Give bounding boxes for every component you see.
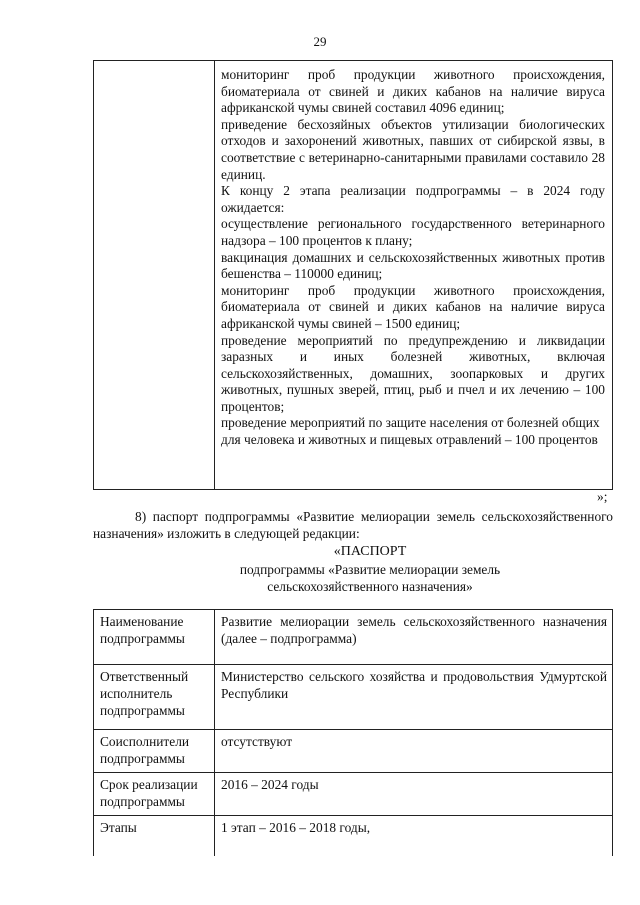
passport-heading [180,543,560,596]
paragraph-disposal-objects-result: приведение бесхозяйных объектов утилизации биологических отходов и захоронений животных, павших от сибирской язвы, в соответствие с ветеринарно-санитарными правилами составило 28 единиц. [221,116,605,182]
row-label-co-executors: Соисполнители подпрограммы [94,730,215,773]
row-label-name: Наименование подпрограммы [94,610,215,665]
paragraph-rabies-vaccination: вакцинация домашних и сельскохозяйственных животных против бешенства – 110000 единиц; [221,249,605,282]
row-label-stages: Этапы [94,816,215,857]
continuation-table [93,60,613,490]
row-label-term: Срок реализации подпрограммы [94,773,215,816]
row-value-executor: Министерство сельского хозяйства и продовольствия Удмуртской Республики [215,665,613,730]
continuation-table-value-cell [215,61,612,489]
row-value-name: Развитие мелиорации земель сельскохозяйственного назначения (далее – подпрограмма) [215,610,613,665]
passport-table [93,609,613,856]
paragraph-disease-prevention: проведение мероприятий по предупреждению и ликвидации заразных и иных болезней животных, включая сельскохозяйственных, домашних, зоопарковых и других животных, пушных зверей, птиц, рыб и пчел и их лечению – 100 процентов; [221,332,605,414]
table-row [94,610,613,665]
row-value-stages: 1 этап – 2016 – 2018 годы, [215,816,613,857]
table-row [94,730,613,773]
table-row [94,773,613,816]
page-number: 29 [313,34,327,49]
paragraph-population-protection: проведение мероприятий по защите населения от болезней общих для человека и животных и пищевых отравлений – 100 процентов [221,415,600,448]
passport-title: «ПАСПОРТ [333,544,407,559]
closing-quote: »; [597,489,608,504]
paragraph-asf-monitoring-result: мониторинг проб продукции животного происхождения, биоматериала от свиней и диких кабанов на наличие вируса африканской чумы свиней составил 4096 единиц; [221,67,605,116]
continuation-table-label-cell [94,61,215,489]
passport-subtitle-line-1: подпрограммы «Развитие мелиорации земель [239,561,501,577]
item-8-text: 8) паспорт подпрограммы «Развитие мелиорации земель сельскохозяйственного назначения» изложить в следующей редакции: [93,509,613,541]
table-row [94,665,613,730]
row-value-term: 2016 – 2024 годы [215,773,613,816]
paragraph-vet-supervision: осуществление регионального государственного ветеринарного надзора – 100 процентов к плану; [221,216,605,248]
row-value-co-executors: отсутствуют [215,730,613,773]
paragraph-stage-2-expected: К концу 2 этапа реализации подпрограммы – в 2024 году ожидается: [221,183,605,215]
paragraph-asf-monitoring-expected: мониторинг проб продукции животного происхождения, биоматериала от свиней и диких кабанов на наличие вируса африканской чумы свиней – 1500 единиц; [221,282,605,331]
passport-subtitle-line-2: сельскохозяйственного назначения» [267,579,473,594]
row-label-executor: Ответственный исполнитель подпрограммы [94,665,215,730]
table-row [94,816,613,857]
